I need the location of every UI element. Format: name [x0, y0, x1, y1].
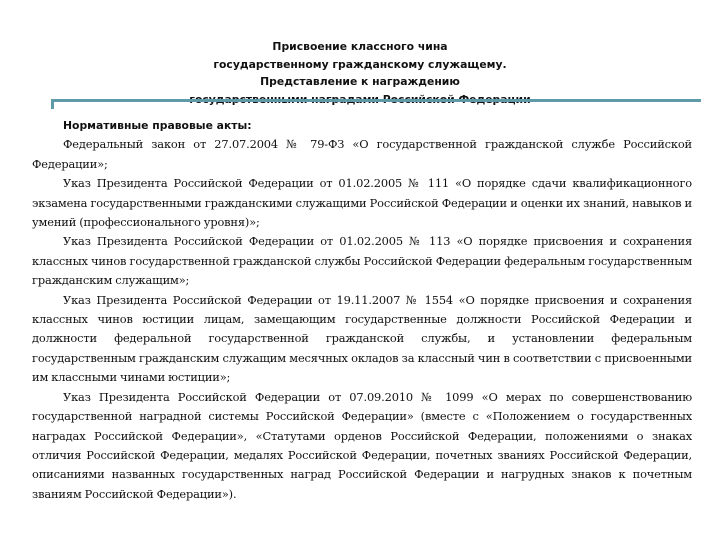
- legal-act-decree-111: Указ Президента Российской Федерации от 01.02.2005 № 111 «О порядке сдачи квалификационного экзамена государственными гражданскими служащими Российской Федерации и оценки их знаний, навыков и умений (профессионального уровня)»;: [32, 176, 692, 230]
- title-line-2: государственному гражданскому служащему.: [213, 57, 507, 71]
- slide-title: [0, 38, 720, 108]
- title-line-1: Присвоение классного чина: [272, 40, 448, 53]
- title-divider: [51, 99, 701, 102]
- legal-act-federal-law-79: Федеральный закон от 27.07.2004 № 79-ФЗ «О государственной гражданской службе Российской Федерации»;: [32, 137, 692, 171]
- legal-act-decree-113: Указ Президента Российской Федерации от 01.02.2005 № 113 «О порядке присвоения и сохранения классных чинов государственной гражданской службы Российской Федерации федеральным государственным гражданским служащим»;: [32, 234, 692, 288]
- legal-act-decree-1554: Указ Президента Российской Федерации от 19.11.2007 № 1554 «О порядке присвоения и сохранения классных чинов юстиции лицам, замещающим государственные должности Российской Федерации и должности федеральной государственной гражданской службы, и установлении федеральным государственным гражданским служащим месячных окладов за классный чин в соответствии с присвоенными им классными чинами юстиции»;: [32, 292, 692, 385]
- title-line-3: Представление к награждению: [260, 75, 460, 88]
- legal-acts-section: [32, 116, 692, 504]
- legal-act-decree-1099: Указ Президента Российской Федерации от 07.09.2010 № 1099 «О мерах по совершенствованию государственной наградной системы Российской Федерации» (вместе с «Положением о государственных наградах Российской Федерации», «Статутами орденов Российской Федерации, положениями о знаках отличия Российской Федерации, медалях Российской Федерации, почетных званиях Российской Федерации, описаниями названных государственных наград Российской Федерации и нагрудных знаков к почетным званиям Российской Федерации»).: [32, 389, 692, 501]
- title-divider-tick: [51, 99, 54, 109]
- section-heading: Нормативные правовые акты:: [63, 119, 252, 132]
